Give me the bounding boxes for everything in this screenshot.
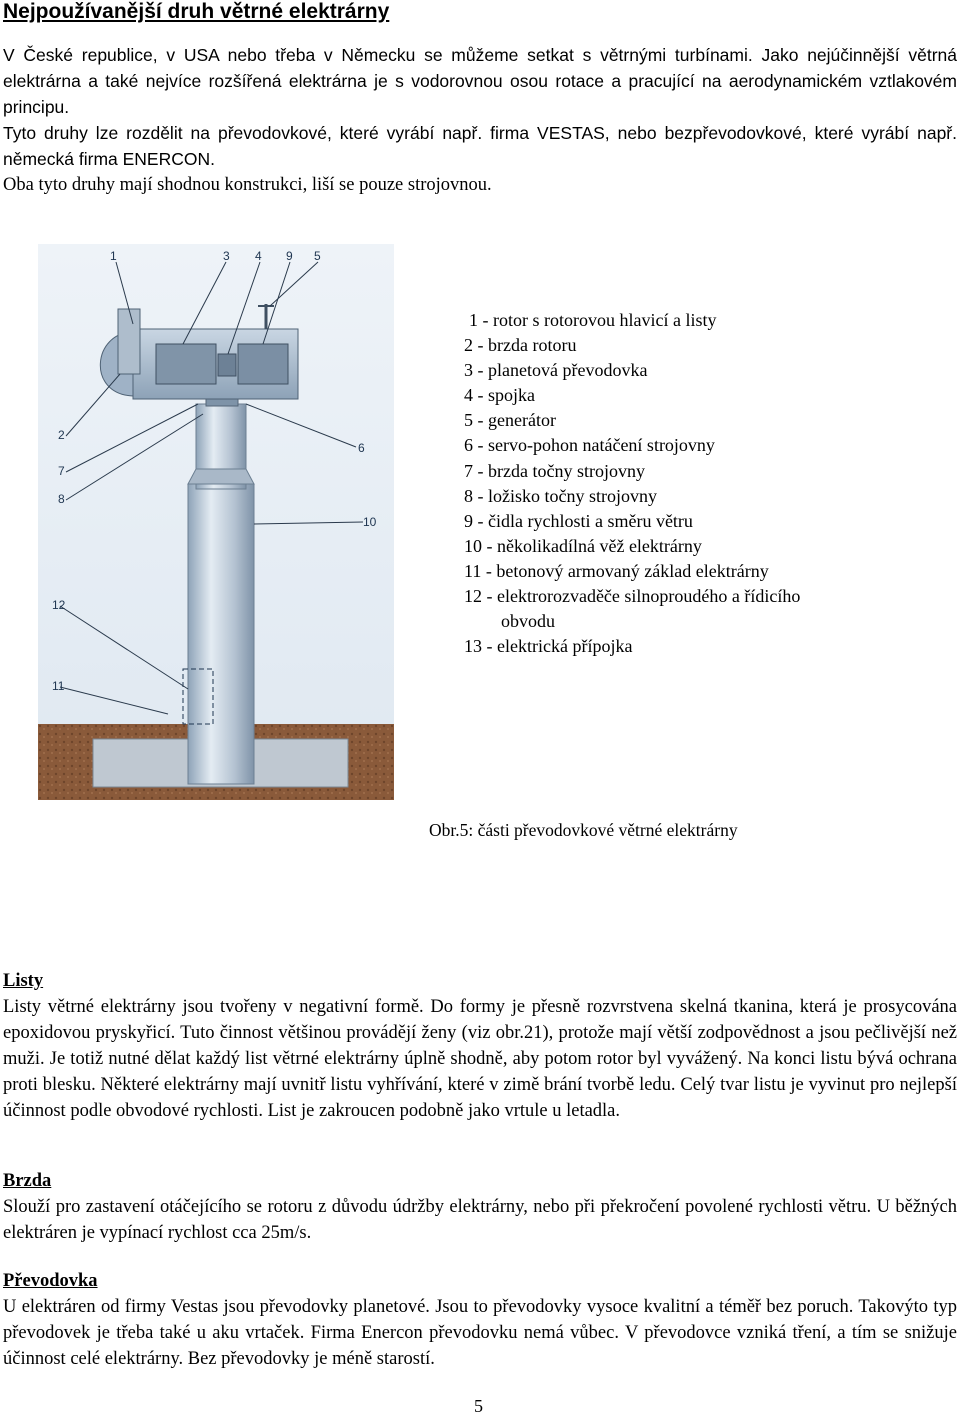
legend-item: 7 - brzda točny strojovny [464,460,645,481]
callout-5: 5 [314,249,321,263]
legend-item: 12 - elektrorozvaděče silnoproudého a řídicího [464,586,801,607]
callout-4: 4 [255,249,262,263]
generator [238,344,288,384]
callout-9: 9 [286,249,293,263]
callout-2: 2 [58,428,65,442]
legend-item: 4 - spojka [464,385,535,406]
legend-item: 8 - ložisko točny strojovny [464,485,657,506]
callout-8: 8 [58,492,65,506]
rotor-brake [118,309,140,374]
page-title: Nejpoužívanější druh větrné elektrárny [3,0,390,23]
callout-7: 7 [58,464,65,478]
legend-item: 10 - několikadílná věž elektrárny [464,535,702,556]
callout-6: 6 [358,441,365,455]
paragraph-prevodovka: U elektráren od firmy Vestas jsou převodovky planetové. Jsou to převodovky vysoce kvalitní a téměř bez poruch. Takovýto typ převodovek je třeba také u aku vrtaček. Firma Enercon převodovku nemá vůbec. V převodovce vzniká tření, a tím se snižuje účinnost celé elektrárny. Bez převodovky je méně starostí. [3,1297,957,1369]
callout-10: 10 [363,515,377,529]
legend-item: 13 - elektrická přípojka [464,636,633,657]
figure-caption: Obr.5: části převodovkové větrné elektrárny [429,820,738,840]
page-number: 5 [474,1396,483,1416]
legend-item: 2 - brzda rotoru [464,335,577,356]
intro-paragraph-3: Oba tyto druhy mají shodnou konstrukci, liší se pouze strojovnou. [3,175,492,195]
legend-item: 6 - servo-pohon natáčení strojovny [464,435,715,456]
heading-prevodovka: Převodovka [3,1271,98,1291]
callout-1: 1 [110,249,117,263]
heading-listy: Listy [3,971,44,991]
callout-12: 12 [52,598,66,612]
paragraph-listy: Listy větrné elektrárny jsou tvořeny v negativní formě. Do formy je přesně rozvrstvena skelná tkanina, která je prosycována epoxidovou pryskyřicí. Tuto činnost většinou provádějí ženy (viz obr.21), protože mají větší zodpovědnost a jsou pečlivější než muži. Je totiž nutné dělat každý list větrné elektrárny úplně shodně, aby potom rotor byl vyvážený. Na konci listu bývá ochrana proti blesku. Některé elektrárny mají uvnitř listu vyhřívání, které v zimě brání tvorbě ledu. Celý tvar listu je vyvinut pro nejlepší účinnost podle obvodové rychlosti. List je zakroucen podobně jako vrtule u letadla. [3,997,957,1121]
heading-brzda: Brzda [3,1171,52,1191]
paragraph-brzda: Slouží pro zastavení otáčejícího se rotoru z důvodu údržby elektrárny, nebo při překročení povolené rychlosti větru. U běžných elektráren je vypínací rychlost cca 25m/s. [3,1197,957,1243]
legend-item: 11 - betonový armovaný základ elektrárny [464,560,769,581]
turbine-diagram [38,244,394,800]
legend-item: 1 - rotor s rotorovou hlavicí a listy [469,310,717,330]
legend-item: 9 - čidla rychlosti a směru větru [464,510,693,531]
intro-paragraph-2: Tyto druhy lze rozdělit na převodovkové, které vyrábí např. firma VESTAS, nebo bezpřevodovkové, které vyrábí např. německá firma ENERCON. [3,123,957,169]
wind-turbine-figure [38,244,394,805]
callout-11: 11 [52,679,65,693]
legend-item: 5 - generátor [464,410,556,431]
figure-legend [464,308,800,659]
callout-3: 3 [223,249,230,263]
intro-paragraph-1: V České republice, v USA nebo třeba v Německu se můžeme setkat s větrnými turbínami. Jako nejúčinnější větrná elektrárna a také nejvíce rozšířená elektrárna je s vodorovnou osou rotace a pracující na aerodynamickém vztlakovém principu. [3,45,957,117]
legend-item: 3 - planetová převodovka [464,360,648,381]
legend-item: obvodu [501,611,555,632]
tower-lower [188,484,254,784]
